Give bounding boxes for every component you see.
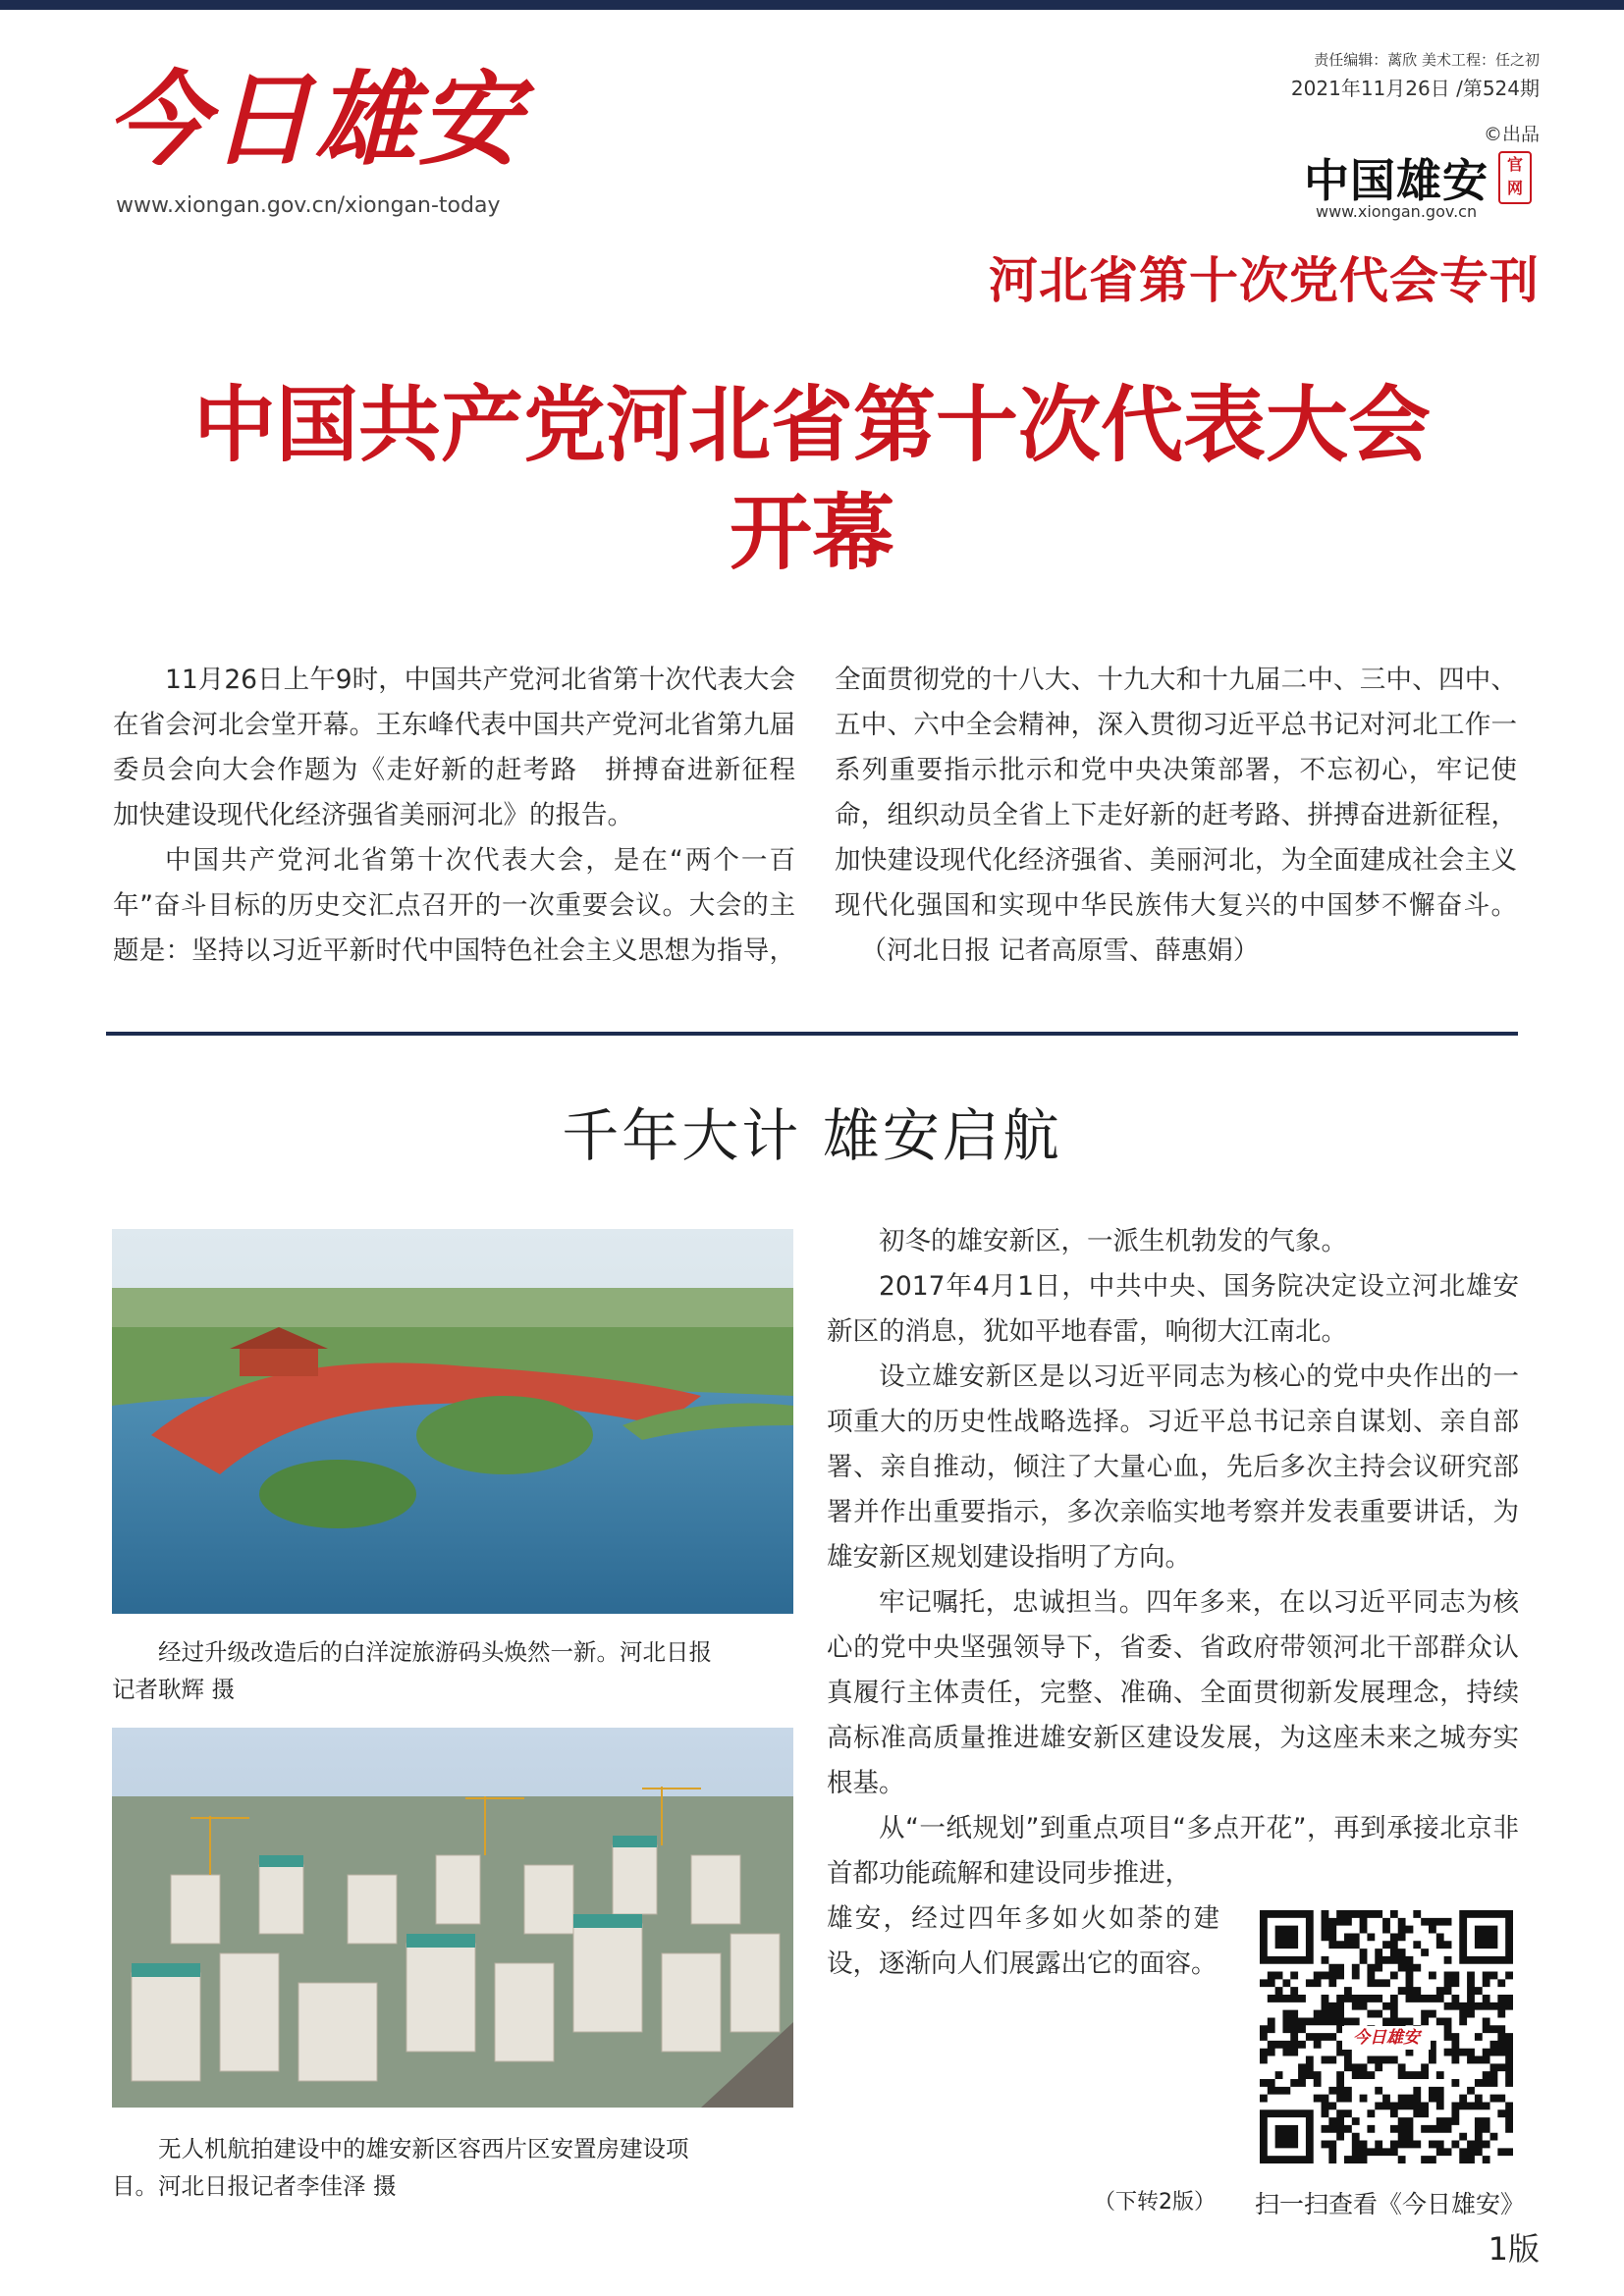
page-number: 1版	[1488, 2230, 1540, 2268]
scan-prompt: 扫一扫查看《今日雄安》	[1255, 2190, 1526, 2218]
section-title: 千年大计 雄安启航	[562, 1102, 1062, 1169]
article-paragraph-text: 中国共产党河北省第十次代表大会，是在“两个一百年”奋斗目标的历史交汇点召开的一次重要会议。大会的主题是：坚持以习近平新时代中国特色社会主义思想为指导，全面贯彻党的十八大、十九大和十九届二中、三中、四中、五中、六中全会精神，深入贯彻习近平总书记对河北工作一系列重要指示批示和党中央决策部署，不忘初心，牢记使命，组织动员全省上下走好新的赶考路、拼搏奋进新征程，加快建设现代化经济强省、美丽河北，为全面建成社会主义现代化强国和实现中华民族伟大复兴的中国梦不懈奋斗。	[113, 665, 1517, 966]
headline-line-1: 中国共产党河北省第十次代表大会	[192, 376, 1431, 473]
caption-line: 经过升级改造后的白洋淀旅游码头焕然一新。河北日报	[158, 1638, 712, 1666]
official-site-seal: 官网	[1498, 151, 1532, 204]
body-paragraph: 牢记嘱托，忠诚担当。四年多来，在以习近平同志为核心的党中央坚强领导下，省委、省政府带领河北干部群众认真履行主体责任，完整、准确、全面贯彻新发展理念，持续高标准高质量推进雄安新区建设发展，为这座未来之城夯实根基。	[827, 1587, 1519, 1798]
produced-by: ©出品	[1483, 124, 1540, 145]
qr-code[interactable]	[1260, 1910, 1513, 2163]
lead-article	[113, 658, 1517, 982]
caption-line: 记者耿辉 摄	[112, 1676, 235, 1703]
caption-line: 无人机航拍建设中的雄安新区容西片区安置房建设项	[158, 2135, 689, 2163]
china-xiongan-site-url[interactable]: www.xiongan.gov.cn	[1316, 202, 1478, 221]
rongxi-housing-image	[112, 1728, 793, 2108]
body-paragraph: 从“一纸规划”到重点项目“多点开花”，再到承接北京非首都功能疏解和建设同步推进，	[827, 1813, 1519, 1889]
article-byline: （河北日报 记者高原雪、薛惠娟）	[873, 935, 1260, 966]
photo-2-caption	[112, 2130, 799, 2205]
main-headline	[106, 371, 1518, 587]
section-divider	[106, 1032, 1518, 1036]
caption-line: 目。河北日报记者李佳泽 摄	[112, 2172, 397, 2200]
issue-date: 2021年11月26日 /第524期	[1290, 77, 1540, 100]
body-paragraph: 设立雄安新区是以习近平同志为核心的党中央作出的一项重大的历史性战略选择。习近平总书记亲自谋划、亲自部署、亲自推动，倾注了大量心血，先后多次主持会议研究部署并作出重要指示，多次亲临实地考察并发表重要讲话，为雄安新区规划建设指明了方向。	[827, 1362, 1519, 1573]
masthead-logo: 今日雄安	[106, 59, 523, 180]
continued-note: （下转2版）	[1094, 2190, 1216, 2215]
china-xiongan-wordmark: 中国雄安	[1304, 154, 1489, 207]
qr-center-label: 今日雄安	[1342, 2026, 1431, 2050]
headline-line-2: 开幕	[729, 484, 894, 581]
baiyangdian-pier-photo	[112, 1229, 793, 1614]
photo-1-caption	[112, 1633, 799, 1708]
special-issue-title: 河北省第十次党代会专刊	[989, 251, 1540, 309]
body-paragraph: 初冬的雄安新区，一派生机勃发的气象。	[879, 1226, 1347, 1256]
masthead-site-url[interactable]: www.xiongan.gov.cn/xiongan-today	[116, 193, 501, 218]
rongxi-housing-photo	[112, 1728, 793, 2108]
body-paragraph: 雄安，经过四年多如火如荼的建设，逐渐向人们展露出它的面容。	[827, 1903, 1219, 1979]
top-color-bar	[0, 0, 1624, 10]
china-xiongan-logo	[1304, 145, 1540, 224]
masthead	[106, 59, 538, 218]
body-paragraph: 2017年4月1日，中共中央、国务院决定设立河北雄安新区的消息，犹如平地春雷，响彻大江南北。	[827, 1271, 1519, 1347]
baiyangdian-pier-image	[112, 1229, 793, 1614]
article-paragraph: 11月26日上午9时，中国共产党河北省第十次代表大会在省会河北会堂开幕。王东峰代表中国共产党河北省第九届委员会向大会作题为《走好新的赶考路 拼搏奋进新征程 加快建设现代化经济强省美丽河北》的报告。	[113, 665, 795, 830]
section-body	[827, 1219, 1519, 1987]
editor-credits: 责任编辑：蓠欣 美术工程：任之初	[1314, 51, 1540, 69]
